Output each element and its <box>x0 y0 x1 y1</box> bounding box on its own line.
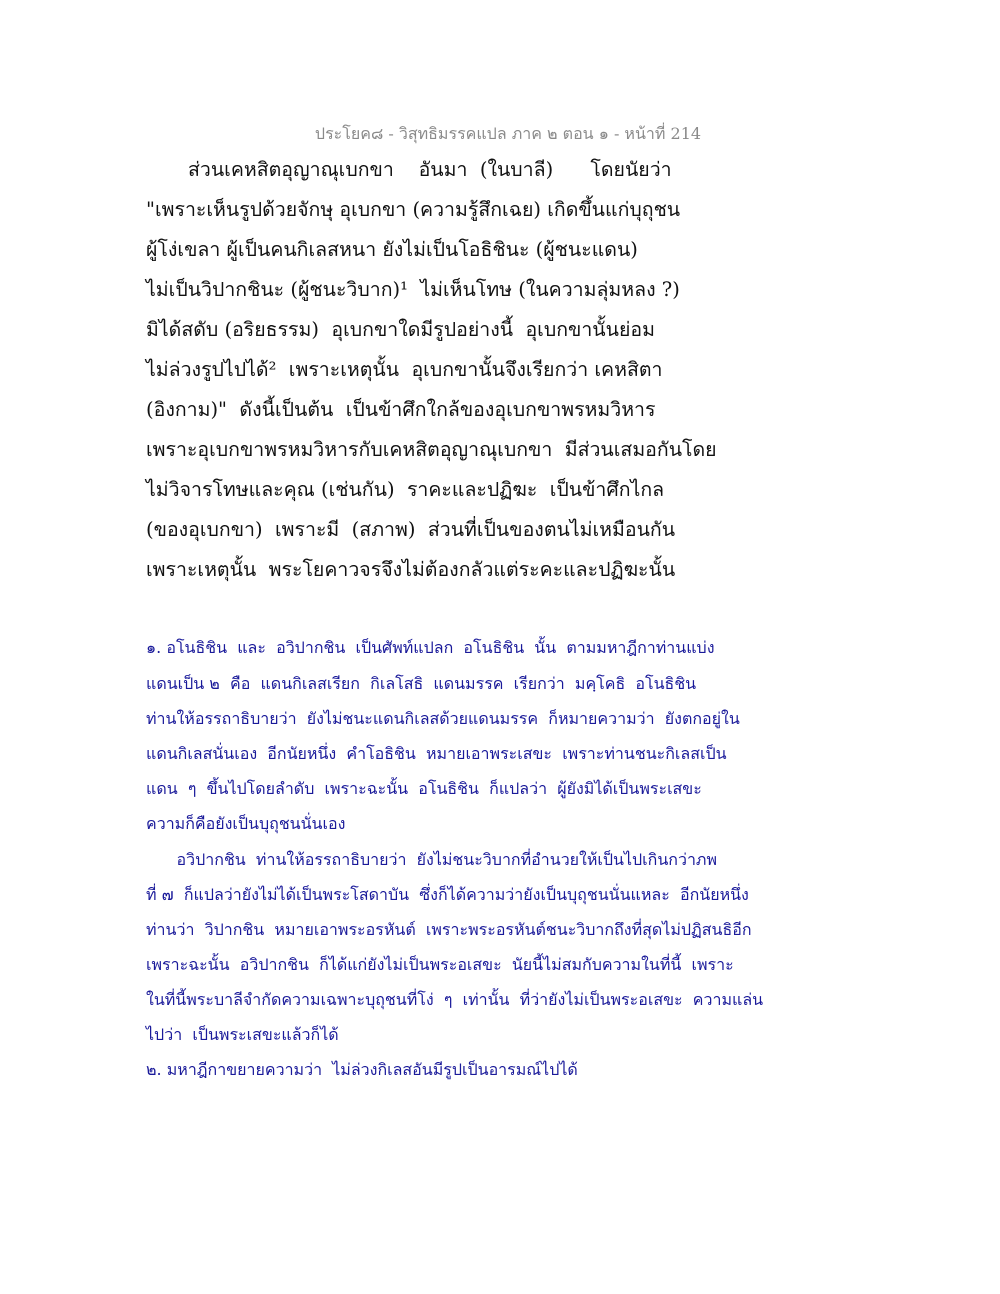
body-line: เพราะเหตุนั้น พระโยคาวจรจึงไม่ต้องกลัวแต่ระคะและปฏิฆะนั้น <box>146 558 676 581</box>
footnote-line: แดนกิเลสนั่นเอง อีกนัยหนึ่ง คำโอธิชิน หมายเอาพระเสขะ เพราะท่านชนะกิเลสเป็น <box>146 744 727 763</box>
body-line: (อิงกาม)" ดังนี้เป็นต้น เป็นข้าศึกใกล้ของอุเบกขาพรหมวิหาร <box>146 398 656 421</box>
footnote-line: แดน ๆ ขึ้นไปโดยลำดับ เพราะฉะนั้น อโนธิชิน ก็แปลว่า ผู้ยังมิได้เป็นพระเสขะ <box>146 779 702 798</box>
footnote-line: ไปว่า เป็นพระเสขะแล้วก็ได้ <box>146 1025 339 1044</box>
footnote-line: ท่านให้อรรถาธิบายว่า ยังไม่ชนะแดนกิเลสด้วยแดนมรรค ก็หมายความว่า ยังตกอยู่ใน <box>146 709 740 728</box>
body-line: ส่วนเคหสิตอุญาณุเบกขา อันมา (ในบาลี) โดยนัยว่า <box>188 158 672 181</box>
body-line: "เพราะเห็นรูปด้วยจักษุ อุเบกขา (ความรู้สึกเฉย) เกิดขึ้นแก่บุถุชน <box>146 198 681 221</box>
footnote-line: ที่ ๗ ก็แปลว่ายังไม่ได้เป็นพระโสดาบัน ซึ่งก็ได้ความว่ายังเป็นบุถุชนนั่นแหละ อีกนัยหนึ่ง <box>146 885 749 904</box>
footnote-line: ความก็คือยังเป็นบุถุชนนั่นเอง <box>146 814 346 833</box>
footnote-line: แดนเป็น ๒ คือ แดนกิเลสเรียก กิเลโสธิ แดนมรรค เรียกว่า มคฺโคธิ อโนธิชิน <box>146 674 697 693</box>
body-line: ไม่ล่วงรูปไปได้² เพราะเหตุนั้น อุเบกขานั้นจึงเรียกว่า เคหสิตา <box>146 358 663 381</box>
footnote-line: ท่านว่า วิปากชิน หมายเอาพระอรหันต์ เพราะพระอรหันต์ชนะวิบากถึงที่สุดไม่ปฏิสนธิอีก <box>146 920 752 939</box>
body-line: เพราะอุเบกขาพรหมวิหารกับเคหสิตอุญาณุเบกขา มีส่วนเสมอกันโดย <box>146 438 717 461</box>
footnote-line: ๒. มหาฎีกาขยายความว่า ไม่ล่วงกิเลสอันมีรูปเป็นอารมณ์ไปได้ <box>146 1060 578 1079</box>
footnote-line: เพราะฉะนั้น อวิปากชิน ก็ได้แก่ยังไม่เป็นพระอเสขะ นัยนี้ไม่สมกับความในที่นี้ เพราะ <box>146 955 734 974</box>
body-line: (ของอุเบกขา) เพราะมี (สภาพ) ส่วนที่เป็นของตนไม่เหมือนกัน <box>146 518 676 541</box>
footnote-line: อวิปากชิน ท่านให้อรรถาธิบายว่า ยังไม่ชนะวิบากที่อำนวยให้เป็นไปเกินกว่าภพ <box>146 850 718 869</box>
body-line: ผู้โง่เขลา ผู้เป็นคนกิเลสหนา ยังไม่เป็นโอธิชินะ (ผู้ชนะแดน) <box>146 238 638 261</box>
body-line: ไม่วิจารโทษและคุณ (เช่นกัน) ราคะและปฏิฆะ เป็นข้าศึกไกล <box>146 478 665 501</box>
page-header: ประโยค๘ - วิสุทธิมรรคแปล ภาค ๒ ตอน ๑ - หน้าที่ 214 <box>314 124 702 143</box>
footnote-line: ในที่นี้พระบาลีจำกัดความเฉพาะบุถุชนที่โง่ ๆ เท่านั้น ที่ว่ายังไม่เป็นพระอเสขะ ความแล่น <box>146 990 764 1009</box>
body-line: ไม่เป็นวิปากชินะ (ผู้ชนะวิบาก)¹ ไม่เห็นโทษ (ในความลุ่มหลง ?) <box>146 278 680 301</box>
footnote-line: ๑. อโนธิชิน และ อวิปากชิน เป็นศัพท์แปลก อโนธิชิน นั้น ตามมหาฎีกาท่านแบ่ง <box>146 638 715 657</box>
body-line: มิได้สดับ (อริยธรรม) อุเบกขาใดมีรูปอย่างนี้ อุเบกขานั้นย่อม <box>146 318 655 341</box>
